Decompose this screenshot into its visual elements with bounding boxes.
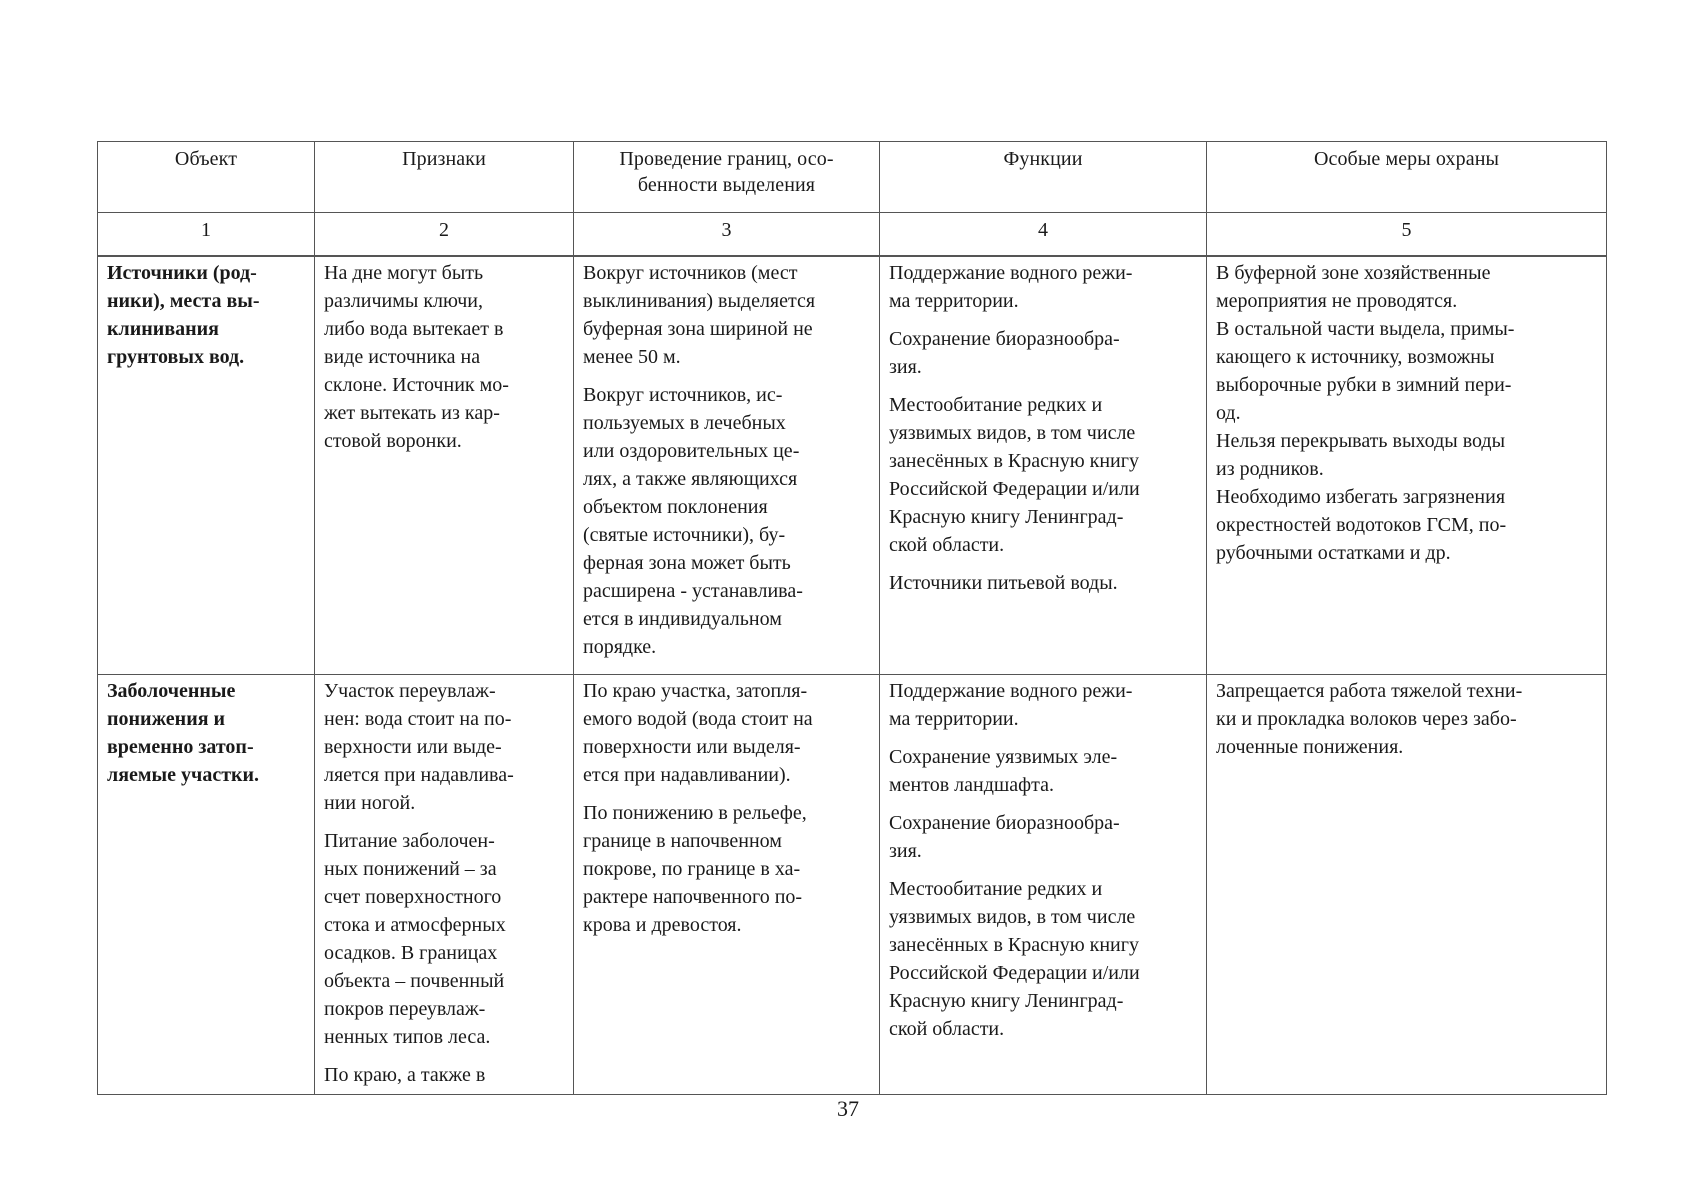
column-number: 5 [1207, 213, 1607, 257]
text-line: из родников. [1216, 458, 1324, 480]
text-line: рубочными остатками и др. [1216, 542, 1451, 564]
column-number: 4 [880, 213, 1207, 257]
text-line: од. [1216, 402, 1241, 424]
text-line: ных понижений – за [324, 858, 497, 880]
text-line: ментов ландшафта. [889, 774, 1054, 796]
text-line: виде источника на [324, 346, 481, 368]
text-line: границе в напочвенном [583, 830, 782, 852]
text-line: ской области. [889, 534, 1005, 556]
text-line: менее 50 м. [583, 346, 681, 368]
measures-cell [1207, 256, 1607, 675]
text-line: ненных типов леса. [324, 1026, 491, 1048]
text-line: ляемые участки. [107, 764, 260, 786]
text-line: Питание заболочен- [324, 830, 495, 852]
text-line: стока и атмосферных [324, 914, 506, 936]
text-line: расширена - устанавлива- [583, 580, 803, 602]
page-number: 37 [837, 1096, 859, 1121]
table-row [98, 256, 1607, 675]
borders-cell [574, 675, 880, 1095]
text-line: выборочные рубки в зимний пери- [1216, 374, 1512, 396]
text-line: покров переувлаж- [324, 998, 486, 1020]
object-cell [98, 256, 315, 675]
text-line: либо вода вытекает в [324, 318, 504, 340]
borders-cell [574, 256, 880, 675]
text-line: крова и древостоя. [583, 914, 742, 936]
text-line: клинивания [107, 318, 219, 340]
text-line: Сохранение биоразнообра- [889, 812, 1120, 834]
text-line: На дне могут быть [324, 262, 484, 284]
text-line: занесённых в Красную книгу [889, 934, 1139, 956]
text-line: Российской Федерации и/или [889, 478, 1140, 500]
text-line: понижения и [107, 708, 226, 730]
text-line: различимы ключи, [324, 290, 483, 312]
text-line: счет поверхностного [324, 886, 502, 908]
text-line: Красную книгу Ленинград- [889, 506, 1124, 528]
table-row [98, 675, 1607, 1095]
text-line: или оздоровительных це- [583, 440, 800, 462]
text-line: Участок переувлаж- [324, 680, 496, 702]
column-number: 1 [98, 213, 315, 257]
text-line: ется в индивидуальном [583, 608, 782, 630]
text-line: грунтовых вод. [107, 346, 245, 368]
text-line: поверхности или выделя- [583, 736, 801, 758]
column-number: 3 [574, 213, 880, 257]
text-line: Местообитание редких и [889, 394, 1103, 416]
header-measures: Особые меры охраны [1207, 142, 1607, 213]
text-line: Источники питьевой воды. [889, 572, 1118, 594]
text-line: В остальной части выдела, примы- [1216, 318, 1515, 340]
text-line: жет вытекать из кар- [324, 402, 500, 424]
text-line: емого водой (вода стоит на [583, 708, 813, 730]
text-line: лоченные понижения. [1216, 736, 1404, 758]
text-line: Источники (род- [107, 262, 257, 284]
text-line: ской области. [889, 1018, 1005, 1040]
text-line: Российской Федерации и/или [889, 962, 1140, 984]
text-line: лях, а также являющихся [583, 468, 798, 490]
text-line: нии ногой. [324, 792, 416, 814]
text-line: рактере напочвенного по- [583, 886, 803, 908]
text-line: зия. [889, 840, 922, 862]
text-line: (святые источники), бу- [583, 524, 786, 546]
signs-cell [315, 256, 574, 675]
text-line: ется при надавливании). [583, 764, 791, 786]
text-line: По краю, а также в [324, 1064, 486, 1086]
text-line: ма территории. [889, 290, 1019, 312]
text-line: Необходимо избегать загрязнения [1216, 486, 1506, 508]
functions-cell [880, 675, 1207, 1095]
text-line: осадков. В границах [324, 942, 498, 964]
signs-cell [315, 675, 574, 1095]
column-number-row [98, 213, 1607, 257]
text-line: зия. [889, 356, 922, 378]
text-line: временно затоп- [107, 736, 254, 758]
text-line: выклинивания) выделяется [583, 290, 816, 312]
text-line: покрове, по границе в ха- [583, 858, 801, 880]
text-line: ляется при надавлива- [324, 764, 514, 786]
text-line: кающего к источнику, возможны [1216, 346, 1495, 368]
text-line: верхности или выде- [324, 736, 502, 758]
text-line: Сохранение уязвимых эле- [889, 746, 1118, 768]
text-line: ма территории. [889, 708, 1019, 730]
text-line: склоне. Источник мо- [324, 374, 509, 396]
header-functions: Функции [880, 142, 1207, 213]
text-line: уязвимых видов, в том числе [889, 422, 1136, 444]
text-line: уязвимых видов, в том числе [889, 906, 1136, 928]
text-line: Местообитание редких и [889, 878, 1103, 900]
column-number: 2 [315, 213, 574, 257]
text-line: ки и прокладка волоков через забо- [1216, 708, 1517, 730]
functions-cell [880, 256, 1207, 675]
text-line: Нельзя перекрывать выходы воды [1216, 430, 1506, 452]
header-borders: Проведение границ, осо- бенности выделения [574, 142, 880, 213]
text-line: стовой воронки. [324, 430, 462, 452]
measures-cell [1207, 675, 1607, 1095]
table-header-row [98, 142, 1607, 213]
text-line: В буферной зоне хозяйственные [1216, 262, 1491, 284]
text-line: По краю участка, затопля- [583, 680, 808, 702]
text-line: мероприятия не проводятся. [1216, 290, 1458, 312]
text-line: объекта – почвенный [324, 970, 505, 992]
text-line: нен: вода стоит на по- [324, 708, 512, 730]
text-line: Вокруг источников (мест [583, 262, 798, 284]
text-line: Заболоченные [107, 680, 236, 702]
object-cell [98, 675, 315, 1095]
text-line: ники), места вы- [107, 290, 260, 312]
text-line: По понижению в рельефе, [583, 802, 807, 824]
text-line: Вокруг источников, ис- [583, 384, 783, 406]
text-line: порядке. [583, 636, 657, 658]
text-line: окрестностей водотоков ГСМ, по- [1216, 514, 1507, 536]
text-line: занесённых в Красную книгу [889, 450, 1139, 472]
text-line: ферная зона может быть [583, 552, 791, 574]
text-line: Поддержание водного режи- [889, 262, 1133, 284]
text-line: Поддержание водного режи- [889, 680, 1133, 702]
text-line: пользуемых в лечебных [583, 412, 786, 434]
text-line: Сохранение биоразнообра- [889, 328, 1120, 350]
text-line: буферная зона шириной не [583, 318, 813, 340]
text-line: Красную книгу Ленинград- [889, 990, 1124, 1012]
protection-measures-table [97, 141, 1607, 1095]
header-object: Объект [98, 142, 315, 213]
header-signs: Признаки [315, 142, 574, 213]
text-line: Запрещается работа тяжелой техни- [1216, 680, 1523, 702]
text-line: объектом поклонения [583, 496, 768, 518]
